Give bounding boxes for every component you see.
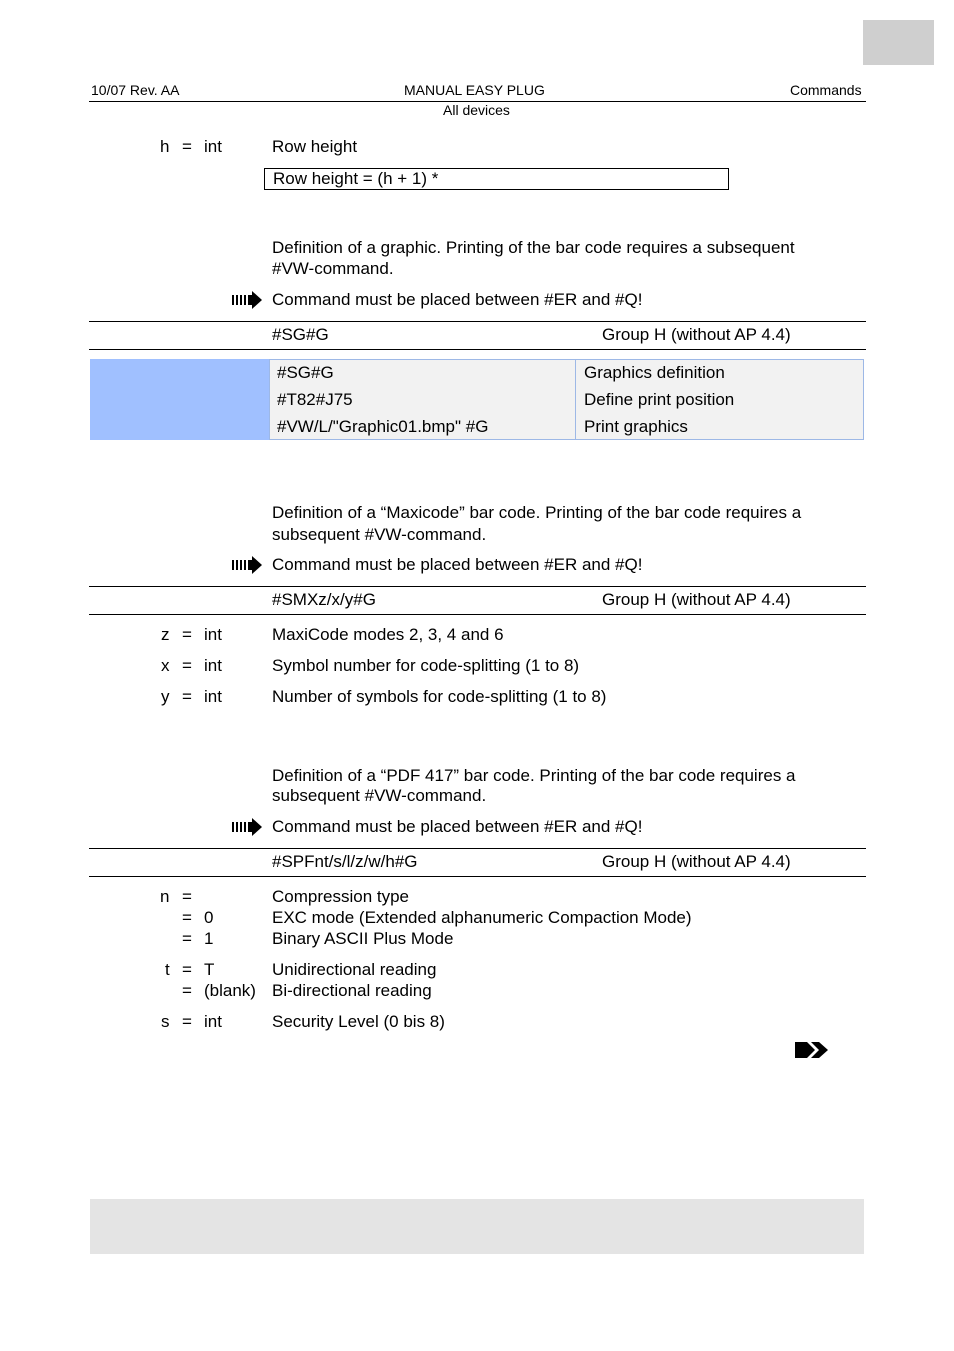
example-label-cell bbox=[90, 359, 269, 440]
syntax-top-rule bbox=[89, 586, 866, 587]
syntax-command: #SG#G bbox=[272, 325, 329, 344]
param-var: n bbox=[160, 887, 170, 906]
param-desc: Compression type bbox=[272, 887, 410, 906]
param-type: 1 bbox=[204, 929, 214, 948]
example-description-cell bbox=[575, 359, 864, 440]
section-desc-line: Definition of a “PDF 417” bar code. Printing of the bar code requires a bbox=[272, 766, 796, 785]
note-text: Command must be placed between #ER and #Q! bbox=[272, 817, 643, 836]
param-desc: Symbol number for code-splitting (1 to 8) bbox=[272, 656, 580, 675]
syntax-group: Group H (without AP 4.4) bbox=[602, 590, 791, 609]
param-eq: = bbox=[182, 981, 192, 1000]
param-eq: = bbox=[182, 137, 192, 156]
formula-box bbox=[264, 168, 729, 190]
hatched-arrow-icon bbox=[231, 290, 263, 310]
param-eq: = bbox=[182, 687, 192, 706]
syntax-top-rule bbox=[89, 321, 866, 322]
section-desc-line: #VW-command. bbox=[272, 259, 394, 278]
header-title: MANUAL EASY PLUG bbox=[404, 82, 545, 98]
param-desc: EXC mode (Extended alphanumeric Compaction Mode) bbox=[272, 908, 692, 927]
param-eq: = bbox=[182, 887, 192, 906]
syntax-group: Group H (without AP 4.4) bbox=[602, 852, 791, 871]
param-type: int bbox=[204, 137, 222, 156]
note-text: Command must be placed between #ER and #Q! bbox=[272, 555, 643, 574]
param-eq: = bbox=[182, 656, 192, 675]
param-type: int bbox=[204, 656, 222, 675]
param-desc: Bi-directional reading bbox=[272, 981, 432, 1000]
param-var: t bbox=[165, 960, 170, 979]
param-desc: MaxiCode modes 2, 3, 4 and 6 bbox=[272, 625, 504, 644]
syntax-bottom-rule bbox=[89, 876, 866, 877]
param-var: y bbox=[161, 687, 170, 706]
example-description: Graphics definition bbox=[584, 363, 725, 382]
param-desc: Security Level (0 bis 8) bbox=[272, 1012, 445, 1031]
param-type: (blank) bbox=[204, 981, 256, 1000]
example-command-cell bbox=[269, 359, 575, 440]
param-var: z bbox=[161, 625, 170, 644]
hatched-arrow-icon bbox=[231, 817, 263, 837]
syntax-group: Group H (without AP 4.4) bbox=[602, 325, 791, 344]
syntax-bottom-rule bbox=[89, 614, 866, 615]
note-text: Command must be placed between #ER and #Q! bbox=[272, 290, 643, 309]
page-corner-tab bbox=[863, 20, 934, 65]
param-desc: Binary ASCII Plus Mode bbox=[272, 929, 454, 948]
example-description: Define print position bbox=[584, 390, 735, 409]
example-description: Print graphics bbox=[584, 417, 688, 436]
example-command: #VW/L/"Graphic01.bmp" #G bbox=[277, 417, 489, 436]
footer-box bbox=[90, 1199, 864, 1254]
param-eq: = bbox=[182, 1012, 192, 1031]
syntax-command: #SPFnt/s/l/z/w/h#G bbox=[272, 852, 418, 871]
param-var: x bbox=[161, 656, 170, 675]
param-type: T bbox=[204, 960, 215, 979]
section-desc-line: subsequent #VW-command. bbox=[272, 786, 487, 805]
param-type: 0 bbox=[204, 908, 214, 927]
syntax-command: #SMXz/x/y#G bbox=[272, 590, 376, 609]
example-table bbox=[90, 359, 864, 440]
syntax-bottom-rule bbox=[89, 349, 866, 350]
syntax-top-rule bbox=[89, 848, 866, 849]
param-desc: Row height bbox=[272, 137, 358, 156]
header-subtitle: All devices bbox=[443, 102, 510, 118]
param-eq: = bbox=[182, 960, 192, 979]
hatched-arrow-icon bbox=[231, 555, 263, 575]
section-desc-line: Definition of a graphic. Printing of the bar code requires a subsequent bbox=[272, 238, 795, 257]
param-desc: Unidirectional reading bbox=[272, 960, 437, 979]
param-eq: = bbox=[182, 625, 192, 644]
example-command: #SG#G bbox=[277, 363, 334, 382]
param-eq: = bbox=[182, 908, 192, 927]
param-var: h bbox=[160, 137, 170, 156]
formula-text: Row height = (h + 1) * bbox=[273, 169, 439, 188]
param-var: s bbox=[161, 1012, 170, 1031]
header-section: Commands bbox=[790, 82, 862, 98]
double-arrow-continue-icon bbox=[795, 1040, 829, 1060]
example-command: #T82#J75 bbox=[277, 390, 353, 409]
param-type: int bbox=[204, 625, 222, 644]
section-desc-line: subsequent #VW-command. bbox=[272, 525, 487, 544]
param-type: int bbox=[204, 687, 222, 706]
header-revision: 10/07 Rev. AA bbox=[91, 82, 180, 98]
param-desc: Number of symbols for code-splitting (1 to 8) bbox=[272, 687, 607, 706]
param-type: int bbox=[204, 1012, 222, 1031]
param-eq: = bbox=[182, 929, 192, 948]
section-desc-line: Definition of a “Maxicode” bar code. Printing of the bar code requires a bbox=[272, 503, 802, 522]
